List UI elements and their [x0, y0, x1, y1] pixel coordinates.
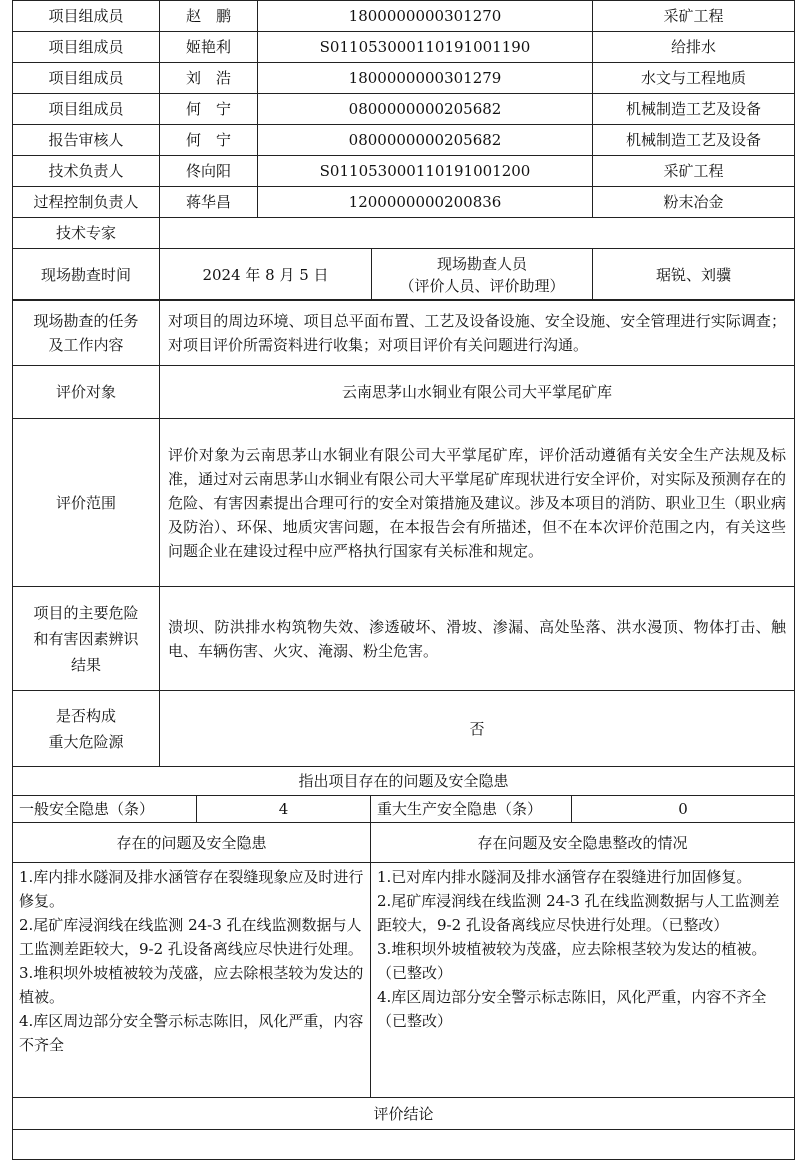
hazards-text: 溃坝、防洪排水构筑物失效、渗透破坏、滑坡、渗漏、高处坠落、洪水漫顶、物体打击、触电、车辆伤害、火灾、淹溺、粉尘危害。 — [160, 587, 795, 691]
major-source-label — [13, 691, 160, 767]
role-cell: 项目组成员 — [13, 1, 160, 32]
major-hazards-label: 重大生产安全隐患（条） — [371, 796, 572, 823]
issues-list — [13, 863, 371, 1098]
issue-item: 3.堆积坝外坡植被较为茂盛，应去除根茎较为发达的植被。 — [19, 964, 364, 1006]
name-cell: 蒋华昌 — [160, 187, 258, 218]
conclusion-row — [13, 1098, 795, 1130]
hazards-label-line3: 结果 — [70, 655, 101, 674]
conclusion-body — [13, 1130, 795, 1160]
hazards-row — [13, 587, 795, 691]
role-cell: 过程控制负责人 — [13, 187, 160, 218]
cert-cell: 0800000000205682 — [258, 94, 593, 125]
expert-value — [160, 218, 795, 249]
member-row — [13, 187, 795, 218]
cert-cell: S011053000110191001200 — [258, 156, 593, 187]
general-hazards-value: 4 — [197, 796, 371, 823]
scope-row — [13, 419, 795, 587]
specialty-cell: 采矿工程 — [593, 156, 795, 187]
issues-col-header: 存在的问题及安全隐患 — [13, 823, 371, 863]
scope-label: 评价范围 — [13, 419, 160, 587]
hazard-count-row — [13, 796, 795, 823]
fix-item: 4.库区周边部分安全警示标志陈旧，风化严重，内容不齐全（已整改） — [377, 988, 767, 1030]
name-cell: 赵 鹏 — [160, 1, 258, 32]
task-label-line2: 及工作内容 — [48, 335, 124, 354]
member-row — [13, 32, 795, 63]
role-cell: 项目组成员 — [13, 32, 160, 63]
hazards-label-line2: 和有害因素辨识 — [33, 629, 139, 648]
cert-cell: S011053000110191001190 — [258, 32, 593, 63]
major-source-label-line1: 是否构成 — [55, 706, 116, 725]
member-row — [13, 125, 795, 156]
role-cell: 项目组成员 — [13, 94, 160, 125]
fixes-list — [371, 863, 795, 1098]
major-source-label-line2: 重大危险源 — [48, 732, 124, 751]
problems-header-row — [13, 767, 795, 796]
survey-staff-label — [372, 249, 593, 301]
survey-time-label: 现场勘查时间 — [13, 249, 160, 301]
object-value: 云南思茅山水铜业有限公司大平掌尾矿库 — [160, 366, 795, 419]
member-row — [13, 156, 795, 187]
name-cell: 何 宁 — [160, 94, 258, 125]
major-source-row — [13, 691, 795, 767]
survey-staff-label-line1: 现场勘查人员 — [437, 254, 528, 273]
specialty-cell: 水文与工程地质 — [593, 63, 795, 94]
role-cell: 技术负责人 — [13, 156, 160, 187]
task-row — [13, 300, 795, 366]
problems-table — [12, 766, 795, 1160]
fix-item: 1.已对库内排水隧洞及排水涵管存在裂缝进行加固修复。 — [377, 868, 752, 886]
member-row — [13, 94, 795, 125]
object-label: 评价对象 — [13, 366, 160, 419]
fix-item: 2.尾矿库浸润线在线监测 24-3 孔在线监测数据与人工监测差距较大，9-2 孔设备离线应尽快进行处理。（已整改） — [377, 892, 780, 934]
specialty-cell: 给排水 — [593, 32, 795, 63]
scope-text: 评价对象为云南思茅山水铜业有限公司大平掌尾矿库，评价活动遵循有关安全生产法规及标准，通过对云南思茅山水铜业有限公司大平掌尾矿库现状进行安全评价，对实际及预测存在的危险、有害因素提出合理可行的安全对策措施及建议。涉及本项目的消防、职业卫生（职业病及防治）、环保、地质灾害问题，在本报告会有所描述，但不在本次评价范围之内，有关这些问题企业在建设过程中应严格执行国家有关标准和规定。 — [160, 419, 795, 587]
name-cell: 佟向阳 — [160, 156, 258, 187]
general-hazards-label: 一般安全隐患（条） — [13, 796, 197, 823]
name-cell: 刘 浩 — [160, 63, 258, 94]
expert-label: 技术专家 — [13, 218, 160, 249]
cert-cell: 1200000000200836 — [258, 187, 593, 218]
evaluation-table — [12, 299, 795, 767]
task-text: 对项目的周边环境、项目总平面布置、工艺及设备设施、安全设施、安全管理进行实际调查；对项目评价所需资料进行收集；对项目评价有关问题进行沟通。 — [160, 300, 795, 366]
fixes-col-header: 存在问题及安全隐患整改的情况 — [371, 823, 795, 863]
member-row — [13, 63, 795, 94]
hazards-label-line1: 项目的主要危险 — [33, 603, 139, 622]
survey-row — [13, 249, 795, 301]
hazards-label — [13, 587, 160, 691]
issue-item: 2.尾矿库浸润线在线监测 24-3 孔在线监测数据与人工监测差距较大，9-2 孔设备离线应尽快进行处理。 — [19, 916, 363, 958]
specialty-cell: 粉末冶金 — [593, 187, 795, 218]
personnel-table — [12, 0, 795, 301]
specialty-cell: 机械制造工艺及设备 — [593, 125, 795, 156]
cert-cell: 0800000000205682 — [258, 125, 593, 156]
issue-item: 1.库内排水隧洞及排水涵管存在裂缝现象应及时进行修复。 — [19, 868, 364, 910]
cert-cell: 1800000000301279 — [258, 63, 593, 94]
role-cell: 报告审核人 — [13, 125, 160, 156]
issue-item: 4.库区周边部分安全警示标志陈旧，风化严重，内容不齐全 — [19, 1012, 364, 1054]
survey-staff-label-line2: （评价人员、评价助理） — [399, 276, 565, 295]
cert-cell: 1800000000301270 — [258, 1, 593, 32]
member-row — [13, 1, 795, 32]
survey-staff-value: 琚锐、刘骥 — [593, 249, 795, 301]
survey-time-value: 2024 年 8 月 5 日 — [160, 249, 372, 301]
problems-header: 指出项目存在的问题及安全隐患 — [13, 767, 795, 796]
specialty-cell: 机械制造工艺及设备 — [593, 94, 795, 125]
name-cell: 何 宁 — [160, 125, 258, 156]
object-row — [13, 366, 795, 419]
role-cell: 项目组成员 — [13, 63, 160, 94]
fix-item: 3.堆积坝外坡植被较为茂盛，应去除根茎较为发达的植被。（已整改） — [377, 940, 767, 982]
issues-header-row — [13, 823, 795, 863]
major-hazards-value: 0 — [572, 796, 795, 823]
expert-row — [13, 218, 795, 249]
task-label — [13, 300, 160, 366]
name-cell: 姬艳利 — [160, 32, 258, 63]
issues-row — [13, 863, 795, 1098]
task-label-line1: 现场勘查的任务 — [33, 311, 139, 330]
specialty-cell: 采矿工程 — [593, 1, 795, 32]
conclusion-label: 评价结论 — [13, 1098, 795, 1130]
conclusion-body-row — [13, 1130, 795, 1160]
major-source-value: 否 — [160, 691, 795, 767]
